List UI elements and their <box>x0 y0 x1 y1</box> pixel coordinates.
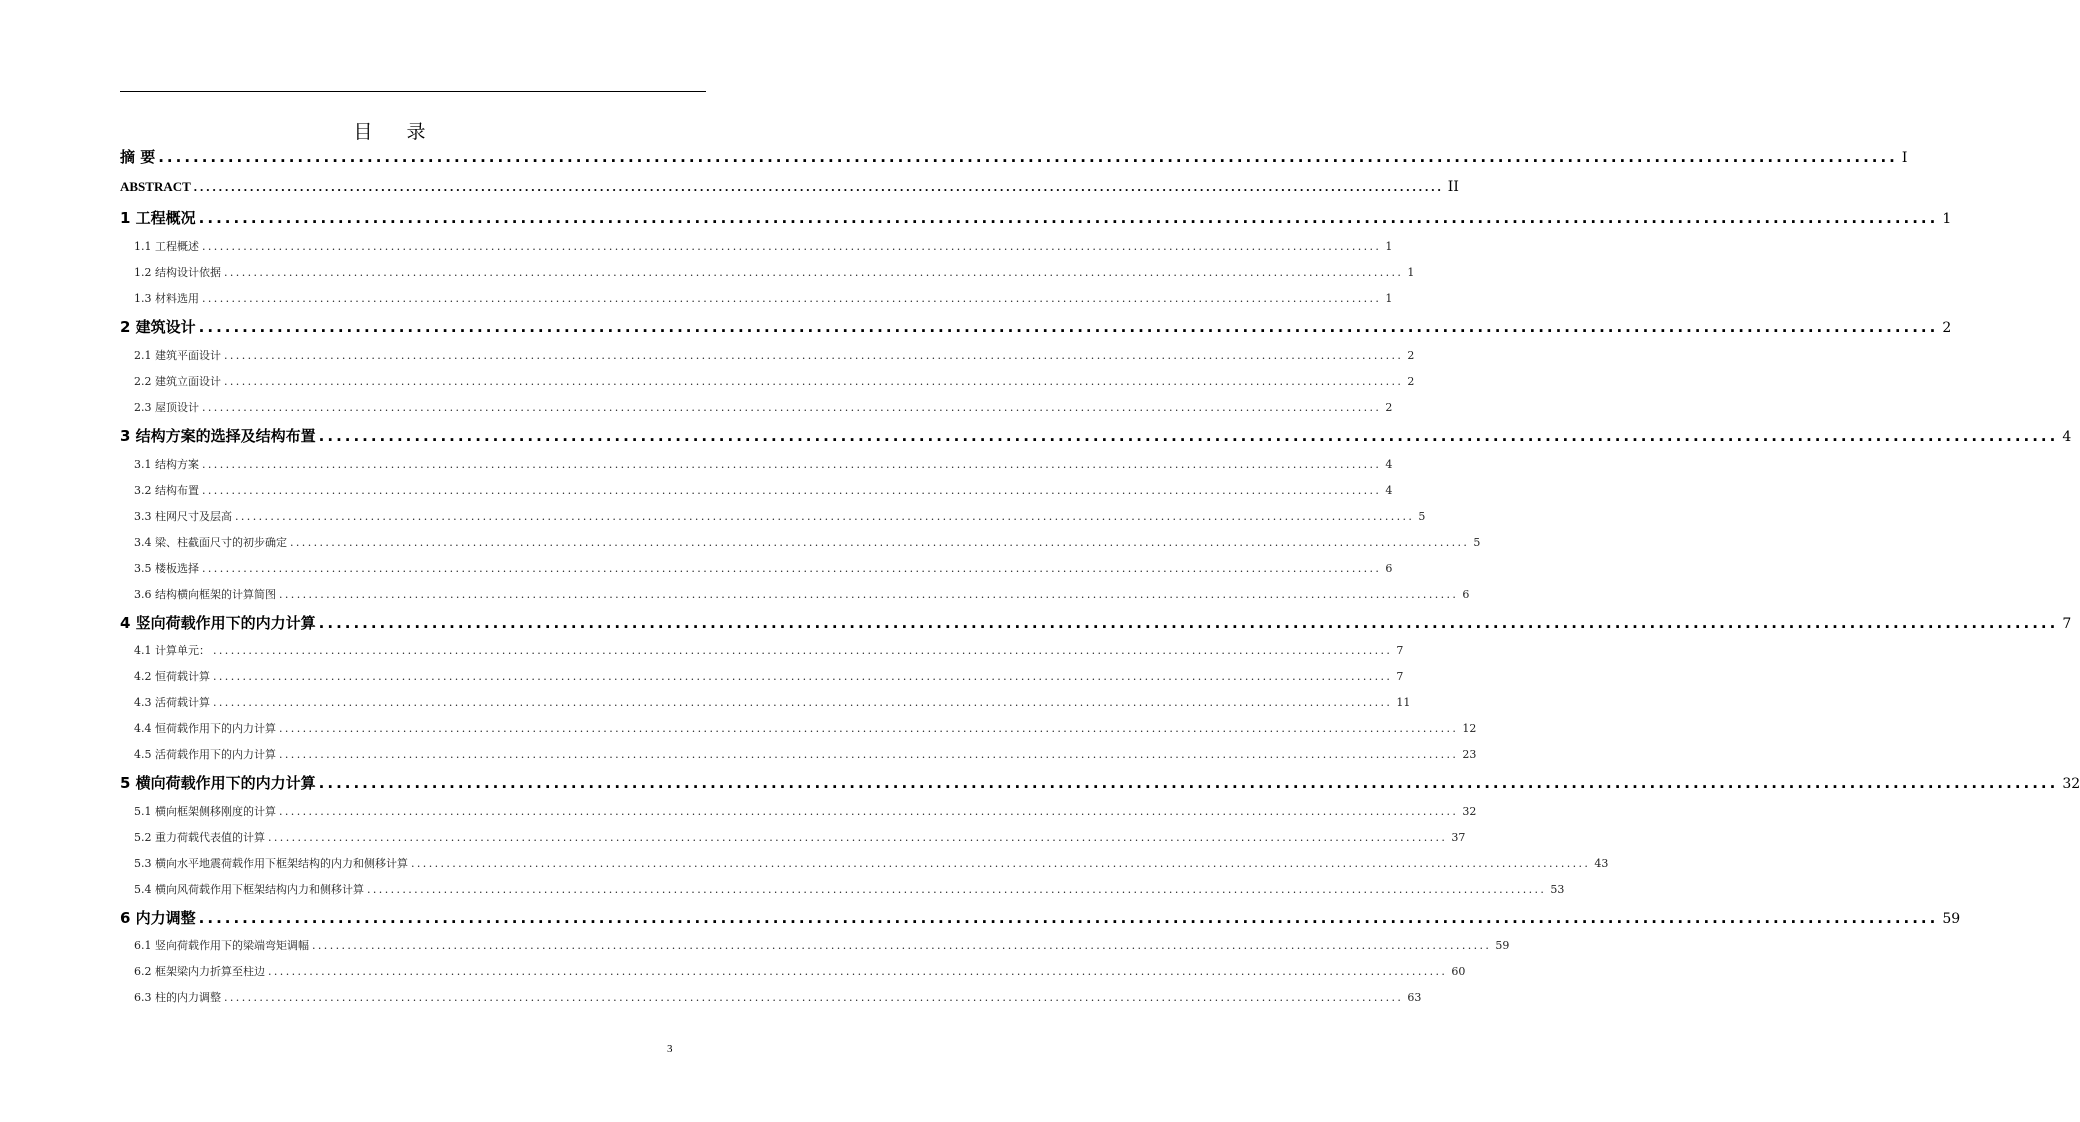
toc-chapter-entry[interactable] <box>120 177 1459 197</box>
toc-entry-page: 1 <box>1942 211 1952 227</box>
toc-entry-label: 摘 要 <box>120 148 156 166</box>
toc-entry-label: 2.1 建筑平面设计 <box>134 349 221 362</box>
toc-section-entry[interactable] <box>134 291 1393 307</box>
toc-chapter-entry[interactable] <box>120 426 2072 446</box>
toc-entry-page: 12 <box>1462 722 1477 735</box>
toc-entry-page: 60 <box>1451 965 1466 978</box>
toc-entry-page: 53 <box>1550 883 1565 896</box>
toc-chapter-entry[interactable] <box>120 908 1961 928</box>
toc-entry-page: 11 <box>1396 696 1411 709</box>
toc-section-entry[interactable] <box>134 938 1510 954</box>
toc-leader-dots: ........................................................................................................................................................................................................ <box>202 401 1382 414</box>
toc-entry-label: 3.4 梁、柱截面尺寸的初步确定 <box>134 536 287 549</box>
toc-entry-page: 7 <box>1396 670 1404 683</box>
toc-entry-page: 4 <box>1385 484 1393 497</box>
toc-title: 目 录 <box>353 121 440 143</box>
toc-entry-label: 1.1 工程概述 <box>134 240 199 253</box>
toc-leader-dots: ........................................................................................................................................................................................................ <box>202 562 1382 575</box>
toc-entry-page: 5 <box>1473 536 1481 549</box>
toc-leader-dots: ........................................................................................................................................................................................................ <box>198 209 1939 227</box>
toc-entry-page: I <box>1901 150 1908 166</box>
toc-entry-label: 5.2 重力荷载代表值的计算 <box>134 831 265 844</box>
toc-entry-page: 2 <box>1407 375 1415 388</box>
toc-section-entry[interactable] <box>134 882 1565 898</box>
toc-leader-dots: ........................................................................................................................................................................................................ <box>198 909 1939 927</box>
toc-entry-label: 3.5 楼板选择 <box>134 562 199 575</box>
toc-section-entry[interactable] <box>134 400 1393 416</box>
toc-entry-page: 2 <box>1385 401 1393 414</box>
toc-entry-page: 4 <box>1385 458 1393 471</box>
toc-leader-dots: ........................................................................................................................................................................................................ <box>213 644 1393 657</box>
toc-entry-label: 4.4 恒荷载作用下的内力计算 <box>134 722 276 735</box>
toc-entry-label: 4.5 活荷载作用下的内力计算 <box>134 748 276 761</box>
toc-chapter-entry[interactable] <box>120 773 2080 793</box>
toc-leader-dots: ........................................................................................................................................................................................................ <box>224 375 1404 388</box>
toc-section-entry[interactable] <box>134 804 1477 820</box>
toc-entry-label: 3.2 结构布置 <box>134 484 199 497</box>
toc-entry-page: 1 <box>1385 292 1393 305</box>
toc-chapter-entry[interactable] <box>120 208 1952 228</box>
toc-leader-dots: ........................................................................................................................................................................................................ <box>312 939 1492 952</box>
toc-entry-page: 59 <box>1942 911 1961 927</box>
toc-leader-dots: ........................................................................................................................................................................................................ <box>367 883 1547 896</box>
toc-leader-dots: ........................................................................................................................................................................................................ <box>224 991 1404 1004</box>
toc-leader-dots: ........................................................................................................................................................................................................ <box>279 805 1459 818</box>
toc-leader-dots: ........................................................................................................................................................................................................ <box>279 588 1459 601</box>
toc-entry-page: 4 <box>2062 429 2072 445</box>
toc-leader-dots: ........................................................................................................................................................................................................ <box>202 292 1382 305</box>
toc-section-entry[interactable] <box>134 964 1466 980</box>
toc-entry-page: II <box>1447 179 1459 195</box>
toc-entry-label: 4 竖向荷载作用下的内力计算 <box>120 614 316 632</box>
toc-entry-label: 1 工程概况 <box>120 209 196 227</box>
page-number: 3 <box>667 1043 673 1055</box>
toc-leader-dots: ........................................................................................................................................................................................................ <box>318 427 2059 445</box>
toc-section-entry[interactable] <box>134 747 1477 763</box>
toc-entry-label: 4.3 活荷载计算 <box>134 696 210 709</box>
toc-entry-label: 2 建筑设计 <box>120 318 196 336</box>
toc-section-entry[interactable] <box>134 561 1393 577</box>
toc-leader-dots: ........................................................................................................................................................................................................ <box>411 857 1591 870</box>
toc-entry-page: 6 <box>1385 562 1393 575</box>
toc-leader-dots: ........................................................................................................................................................................................................ <box>268 831 1448 844</box>
toc-entry-page: 2 <box>1407 349 1415 362</box>
toc-section-entry[interactable] <box>134 643 1404 659</box>
toc-leader-dots: ........................................................................................................................................................................................................ <box>235 510 1415 523</box>
toc-entry-page: 7 <box>1396 644 1404 657</box>
toc-entry-page: 1 <box>1407 266 1415 279</box>
toc-entry-page: 32 <box>1462 805 1477 818</box>
toc-leader-dots: ........................................................................................................................................................................................................ <box>202 240 1382 253</box>
toc-leader-dots: ........................................................................................................................................................................................................ <box>268 965 1448 978</box>
toc-leader-dots: ........................................................................................................................................................................................................ <box>224 266 1404 279</box>
toc-entry-label: 6 内力调整 <box>120 909 196 927</box>
toc-section-entry[interactable] <box>134 483 1393 499</box>
toc-leader-dots: ........................................................................................................................................................................................................ <box>290 536 1470 549</box>
toc-entry-label: 5.1 横向框架侧移刚度的计算 <box>134 805 276 818</box>
toc-section-entry[interactable] <box>134 457 1393 473</box>
toc-section-entry[interactable] <box>134 265 1415 281</box>
toc-entry-label: 1.2 结构设计依据 <box>134 266 221 279</box>
toc-section-entry[interactable] <box>134 830 1466 846</box>
toc-entry-label: 5.4 横向风荷载作用下框架结构内力和侧移计算 <box>134 883 364 896</box>
toc-leader-dots: ........................................................................................................................................................................................................ <box>202 458 1382 471</box>
toc-entry-label: 2.3 屋顶设计 <box>134 401 199 414</box>
toc-entry-page: 6 <box>1462 588 1470 601</box>
toc-section-entry[interactable] <box>134 587 1470 603</box>
toc-entry-label: 5 横向荷载作用下的内力计算 <box>120 774 316 792</box>
toc-entry-page: 43 <box>1594 857 1609 870</box>
toc-entry-label: 6.2 框架梁内力折算至柱边 <box>134 965 265 978</box>
toc-section-entry[interactable] <box>134 239 1393 255</box>
toc-entry-label: 5.3 横向水平地震荷载作用下框架结构的内力和侧移计算 <box>134 857 408 870</box>
toc-entry-page: 63 <box>1407 991 1422 1004</box>
toc-entry-label: 4.1 计算单元： <box>134 644 210 657</box>
toc-entry-label: 6.3 柱的内力调整 <box>134 991 221 1004</box>
toc-entry-label: 4.2 恒荷载计算 <box>134 670 210 683</box>
toc-leader-dots: ........................................................................................................................................................................................................ <box>213 670 1393 683</box>
toc-chapter-entry[interactable] <box>120 147 1908 167</box>
toc-chapter-entry[interactable] <box>120 613 2072 633</box>
toc-section-entry[interactable] <box>134 535 1481 551</box>
toc-section-entry[interactable] <box>134 509 1426 525</box>
toc-section-entry[interactable] <box>134 856 1609 872</box>
toc-entry-page: 7 <box>2062 616 2072 632</box>
toc-section-entry[interactable] <box>134 990 1422 1006</box>
toc-entry-label: 3.1 结构方案 <box>134 458 199 471</box>
toc-leader-dots: ........................................................................................................................................................................................................ <box>279 722 1459 735</box>
toc-chapter-entry[interactable] <box>120 317 1952 337</box>
toc-section-entry[interactable] <box>134 695 1411 711</box>
toc-leader-dots: ........................................................................................................................................................................................................ <box>198 318 1939 336</box>
toc-entry-page: 2 <box>1942 320 1952 336</box>
toc-entry-label: 1.3 材料选用 <box>134 292 199 305</box>
toc-leader-dots: ........................................................................................................................................................................................................ <box>224 349 1404 362</box>
toc-leader-dots: ........................................................................................................................................................................................................ <box>279 748 1459 761</box>
toc-entry-label: 3.6 结构横向框架的计算简图 <box>134 588 276 601</box>
toc-leader-dots: ........................................................................................................................................................................................................ <box>158 148 1898 166</box>
toc-entry-label: 3 结构方案的选择及结构布置 <box>120 427 316 445</box>
toc-section-entry[interactable] <box>134 348 1415 364</box>
toc-leader-dots: ........................................................................................................................................................................................................ <box>193 179 1444 194</box>
toc-section-entry[interactable] <box>134 669 1404 685</box>
toc-entry-page: 1 <box>1385 240 1393 253</box>
toc-entry-label: 2.2 建筑立面设计 <box>134 375 221 388</box>
toc-entry-label: 3.3 柱网尺寸及层高 <box>134 510 232 523</box>
toc-leader-dots: ........................................................................................................................................................................................................ <box>318 774 2059 792</box>
toc-entry-page: 59 <box>1495 939 1510 952</box>
toc-entry-label: 6.1 竖向荷载作用下的梁端弯矩调幅 <box>134 939 309 952</box>
toc-leader-dots: ........................................................................................................................................................................................................ <box>213 696 1393 709</box>
toc-leader-dots: ........................................................................................................................................................................................................ <box>202 484 1382 497</box>
toc-section-entry[interactable] <box>134 721 1477 737</box>
toc-leader-dots: ........................................................................................................................................................................................................ <box>318 614 2059 632</box>
toc-entry-page: 23 <box>1462 748 1477 761</box>
toc-section-entry[interactable] <box>134 374 1415 390</box>
toc-entry-page: 5 <box>1418 510 1426 523</box>
toc-entry-page: 32 <box>2062 776 2080 792</box>
toc-entry-page: 37 <box>1451 831 1466 844</box>
toc-entry-label: ABSTRACT <box>120 179 191 194</box>
